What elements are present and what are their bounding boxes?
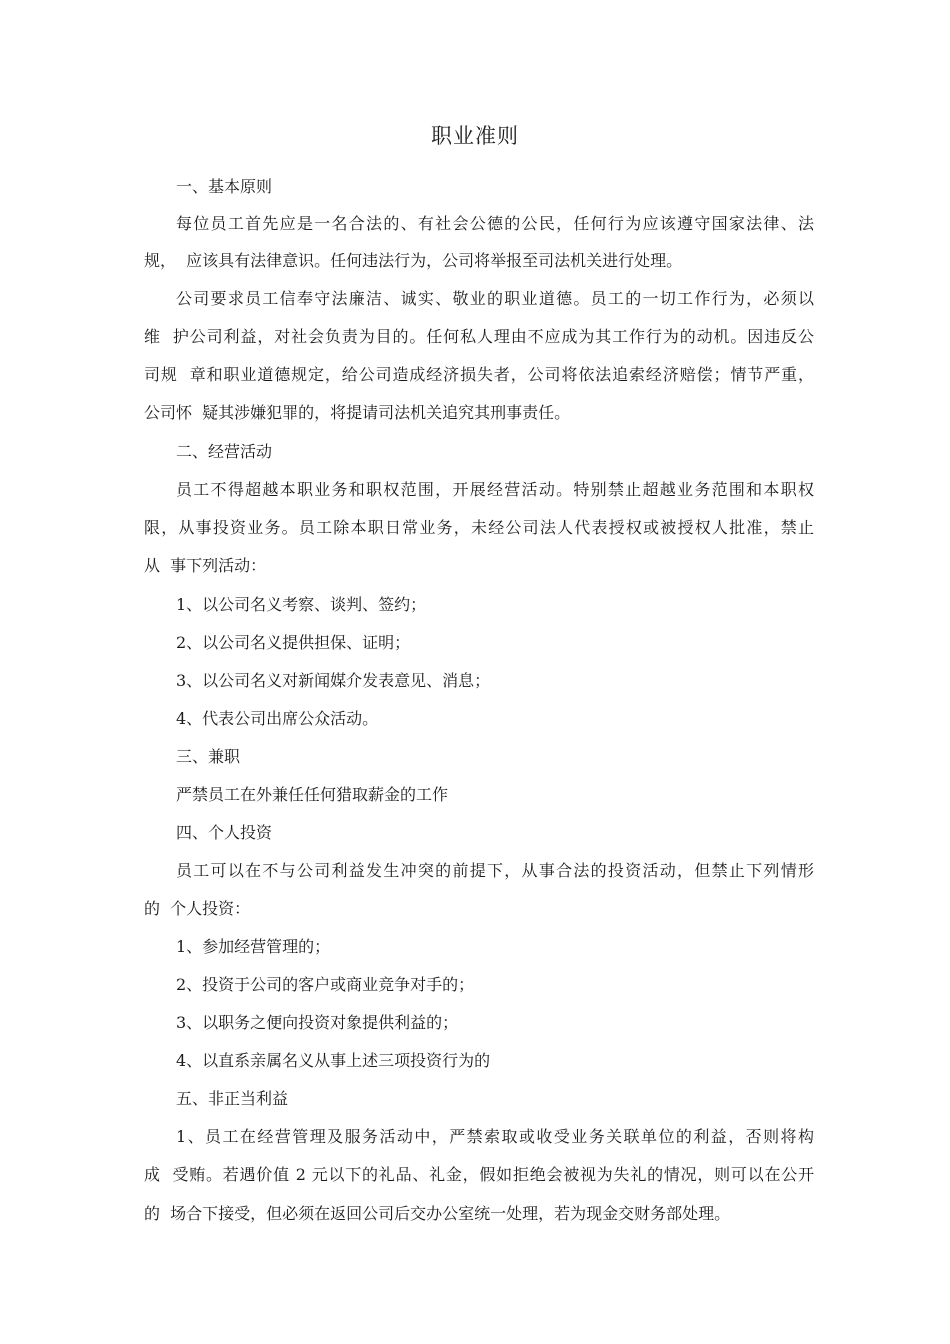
list-item: 1、参加经营管理的； [176, 937, 331, 956]
section-heading-business-activities: 二、经营活动 [176, 442, 273, 461]
paragraph-line: 1、员工在经营管理及服务活动中，严禁索取或收受业务关联单位的利益，否则将构 [176, 1127, 814, 1146]
paragraph-line: 严禁员工在外兼任任何猎取薪金的工作 [176, 785, 449, 804]
section-heading-improper-benefits: 五、非正当利益 [176, 1089, 289, 1108]
section-heading-basic-principles: 一、基本原则 [176, 177, 273, 196]
section-heading-part-time: 三、兼职 [176, 747, 241, 766]
paragraph-line: 限，从事投资业务。员工除本职日常业务，未经公司法人代表授权或被授权人批准，禁止 [144, 518, 814, 537]
paragraph-line: 员工不得超越本职业务和职权范围，开展经营活动。特别禁止超越业务范围和本职权 [176, 480, 814, 499]
paragraph-line: 员工可以在不与公司利益发生冲突的前提下，从事合法的投资活动，但禁止下列情形 [176, 861, 814, 880]
paragraph-line: 从 事下列活动： [144, 556, 267, 575]
list-item: 3、以公司名义对新闻媒介发表意见、消息； [176, 671, 491, 690]
paragraph-line: 的 个人投资： [144, 899, 251, 918]
list-item: 4、以直系亲属名义从事上述三项投资行为的 [176, 1051, 491, 1070]
list-item: 4、代表公司出席公众活动。 [176, 709, 379, 728]
page-title: 职业准则 [431, 124, 519, 148]
list-item: 1、以公司名义考察、谈判、签约； [176, 595, 427, 614]
paragraph-line: 成 受贿。若遇价值 2 元以下的礼品、礼金，假如拒绝会被视为失礼的情况，则可以在公开 [144, 1165, 814, 1184]
section-heading-personal-investment: 四、个人投资 [176, 823, 273, 842]
list-item: 2、以公司名义提供担保、证明； [176, 633, 411, 652]
paragraph-line: 每位员工首先应是一名合法的、有社会公德的公民，任何行为应该遵守国家法律、法 [176, 214, 814, 233]
paragraph-line: 的 场合下接受，但必须在返回公司后交办公室统一处理，若为现金交财务部处理。 [144, 1204, 731, 1223]
paragraph-line: 公司要求员工信奉守法廉洁、诚实、敬业的职业道德。员工的一切工作行为，必须以 [176, 289, 814, 308]
paragraph-line: 规， 应该具有法律意识。任何违法行为，公司将举报至司法机关进行处理。 [144, 251, 683, 270]
paragraph-line: 公司怀 疑其涉嫌犯罪的，将提请司法机关追究其刑事责任。 [144, 403, 571, 422]
list-item: 3、以职务之便向投资对象提供利益的； [176, 1013, 459, 1032]
list-item: 2、投资于公司的客户或商业竞争对手的； [176, 975, 475, 994]
paragraph-line: 维 护公司利益，对社会负责为目的。任何私人理由不应成为其工作行为的动机。因违反公 [144, 327, 814, 346]
paragraph-line: 司规 章和职业道德规定，给公司造成经济损失者，公司将依法追索经济赔偿；情节严重， [144, 365, 814, 384]
